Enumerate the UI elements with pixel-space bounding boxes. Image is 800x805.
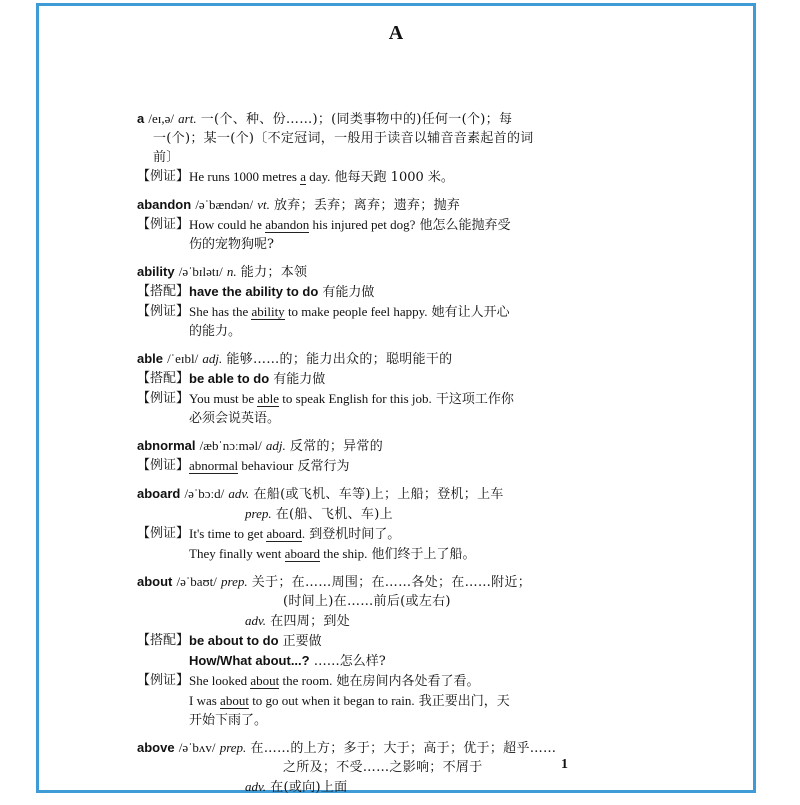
definition: 放弃；丢弃；离弃；遗弃；抛弃 [274, 198, 461, 213]
headword: abnormal [137, 438, 196, 453]
keyword-underlined: able [257, 391, 280, 406]
definition: 在(或向)上面 [270, 780, 348, 795]
collocation-tag: 【搭配】 [137, 371, 190, 386]
definition: 在……的上方；多于；大于；高于；优于；超乎…… [250, 741, 557, 756]
part-of-speech: adj. [265, 438, 286, 453]
example-line: They finally went aboard the ship. 他们终于上了船。 [189, 546, 476, 562]
headword: above [137, 740, 175, 755]
example-tag: 【例证】 [137, 391, 190, 406]
headword: ability [137, 264, 175, 279]
example-tag: 【例证】 [137, 673, 190, 688]
definition: 一(个、种、份……)；(同类事物中的)任何一(个)；每 [200, 112, 513, 127]
example-line-cont: 必须会说英语。 [189, 411, 281, 426]
entry-head [137, 109, 627, 129]
example-block [137, 389, 627, 428]
example-line-cont: 的能力。 [189, 324, 242, 339]
example-line: He runs 1000 metres a day. 他每天跑 1000 米。 [189, 169, 454, 185]
entry-a [137, 109, 627, 187]
headword: about [137, 574, 173, 589]
example-line: abnormal behaviour 反常行为 [189, 458, 350, 474]
example-tag: 【例证】 [137, 169, 190, 184]
part-of-speech: prep. [221, 574, 248, 589]
entry-aboard [137, 484, 627, 564]
example-block [137, 215, 627, 254]
example-line: I was about to go out when it began to rain. 我正要出门，天 [189, 693, 510, 709]
collocation-tag: 【搭配】 [137, 284, 190, 299]
collocation-phrase: have the ability to do [189, 284, 319, 299]
definition-cont: (时间上)在……前后(或左右) [283, 594, 451, 609]
pronunciation: /əˈbɔːd/ [184, 486, 225, 501]
headword: able [137, 351, 164, 366]
definition: 在船(或飞机、车等)上；上船；登机；上车 [253, 487, 504, 502]
keyword-underlined: about [250, 673, 280, 688]
collocation-block: 【搭配】 be able to do 有能力做 [137, 371, 326, 387]
example-tag: 【例证】 [137, 217, 190, 232]
dictionary-entries [137, 109, 627, 805]
example-line: She looked about the room. 她在房间内各处看了看。 [189, 673, 480, 689]
pronunciation: /əˈbændən/ [195, 197, 254, 212]
definition-cont: 一(个)；某一(个)〔不定冠词，一般用于读音以辅音音素起首的词 [153, 131, 534, 146]
entry-head [137, 738, 627, 758]
part-of-speech: prep. [219, 740, 247, 755]
headword: aboard [137, 486, 181, 501]
example-tag: 【例证】 [137, 526, 190, 541]
example-block [137, 167, 627, 187]
headword: a [137, 111, 145, 126]
entry-ability [137, 262, 627, 341]
entry-sense-2 [137, 777, 627, 797]
keyword-underlined: aboard [284, 546, 321, 561]
entry-head [137, 195, 627, 215]
section-letter: A [388, 22, 404, 44]
page-number: 1 [561, 757, 568, 772]
entry-head [137, 484, 627, 504]
example-block [137, 524, 627, 564]
definition-cont: 之所及；不受……之影响；不屑于 [283, 760, 483, 775]
entry-sense-2 [137, 504, 627, 524]
example-line: She has the ability to make people feel happy. 她有让人开心 [189, 304, 510, 320]
example-line: It's time to get aboard. 到登机时间了。 [189, 526, 401, 542]
definition: 在(船、飞机、车)上 [275, 507, 393, 522]
part-of-speech: adv. [245, 613, 267, 628]
page-frame [36, 3, 756, 793]
collocation-block: 【搭配】 have the ability to do 有能力做 [137, 284, 375, 300]
example-line-cont: 开始下雨了。 [189, 713, 268, 728]
example-block [137, 456, 627, 476]
example-tag: 【例证】 [137, 458, 190, 473]
entry-sense-2 [137, 611, 627, 631]
entry-head [137, 262, 627, 282]
entry-about [137, 572, 627, 730]
example-line: How could he abandon his injured pet dog? 他怎么能抛弃受 [189, 217, 511, 233]
definition: 能够……的；能力出众的；聪明能干的 [226, 352, 453, 367]
collocation-phrase: be about to do [189, 633, 279, 648]
pronunciation: /əˈbʌv/ [178, 740, 216, 755]
entry-above [137, 738, 627, 797]
definition: 能力；本领 [240, 265, 308, 280]
part-of-speech: prep. [245, 506, 272, 521]
entry-head [137, 572, 627, 592]
entry-head [137, 349, 627, 369]
collocation-tag: 【搭配】 [137, 633, 190, 648]
part-of-speech: vt. [257, 197, 270, 212]
entry-abnormal [137, 436, 627, 476]
keyword-underlined: aboard [266, 526, 302, 541]
part-of-speech: art. [178, 111, 197, 126]
pronunciation: /əˈbaʊt/ [176, 574, 217, 589]
keyword-underlined: abandon [265, 217, 310, 232]
example-tag: 【例证】 [137, 304, 190, 319]
definition: 在四周；到处 [270, 614, 351, 629]
collocation-block: 【搭配】 be about to do 正要做 How/What about...? ……怎么样? [137, 633, 386, 669]
keyword-underlined: about [220, 693, 249, 708]
example-line: You must be able to speak English for this job. 干这项工作你 [189, 391, 514, 407]
part-of-speech: adj. [202, 351, 223, 366]
collocation-phrase: be able to do [189, 371, 270, 386]
collocation-phrase: How/What about...? [189, 653, 310, 668]
pronunciation: /æbˈnɔːməl/ [199, 438, 262, 453]
part-of-speech: adv. [245, 779, 267, 794]
example-block [137, 671, 627, 730]
example-block [137, 302, 627, 341]
entry-head [137, 436, 627, 456]
keyword-underlined: abnormal [189, 458, 239, 473]
pronunciation: /eɪ,ə/ [148, 111, 175, 126]
headword: abandon [137, 197, 192, 212]
definition: 反常的；异常的 [289, 439, 384, 454]
definition-cont: 前〕 [153, 150, 180, 165]
keyword-underlined: a [300, 169, 306, 184]
pronunciation: /ˈeɪbl/ [167, 351, 199, 366]
definition: 关于；在……周围；在……各处；在……附近； [251, 575, 532, 590]
part-of-speech: adv. [228, 486, 250, 501]
example-line-cont: 伤的宠物狗呢? [189, 237, 274, 252]
pronunciation: /əˈbɪlətɪ/ [178, 264, 223, 279]
entry-able [137, 349, 627, 428]
entry-abandon [137, 195, 627, 254]
keyword-underlined: ability [251, 304, 285, 319]
part-of-speech: n. [226, 264, 237, 279]
